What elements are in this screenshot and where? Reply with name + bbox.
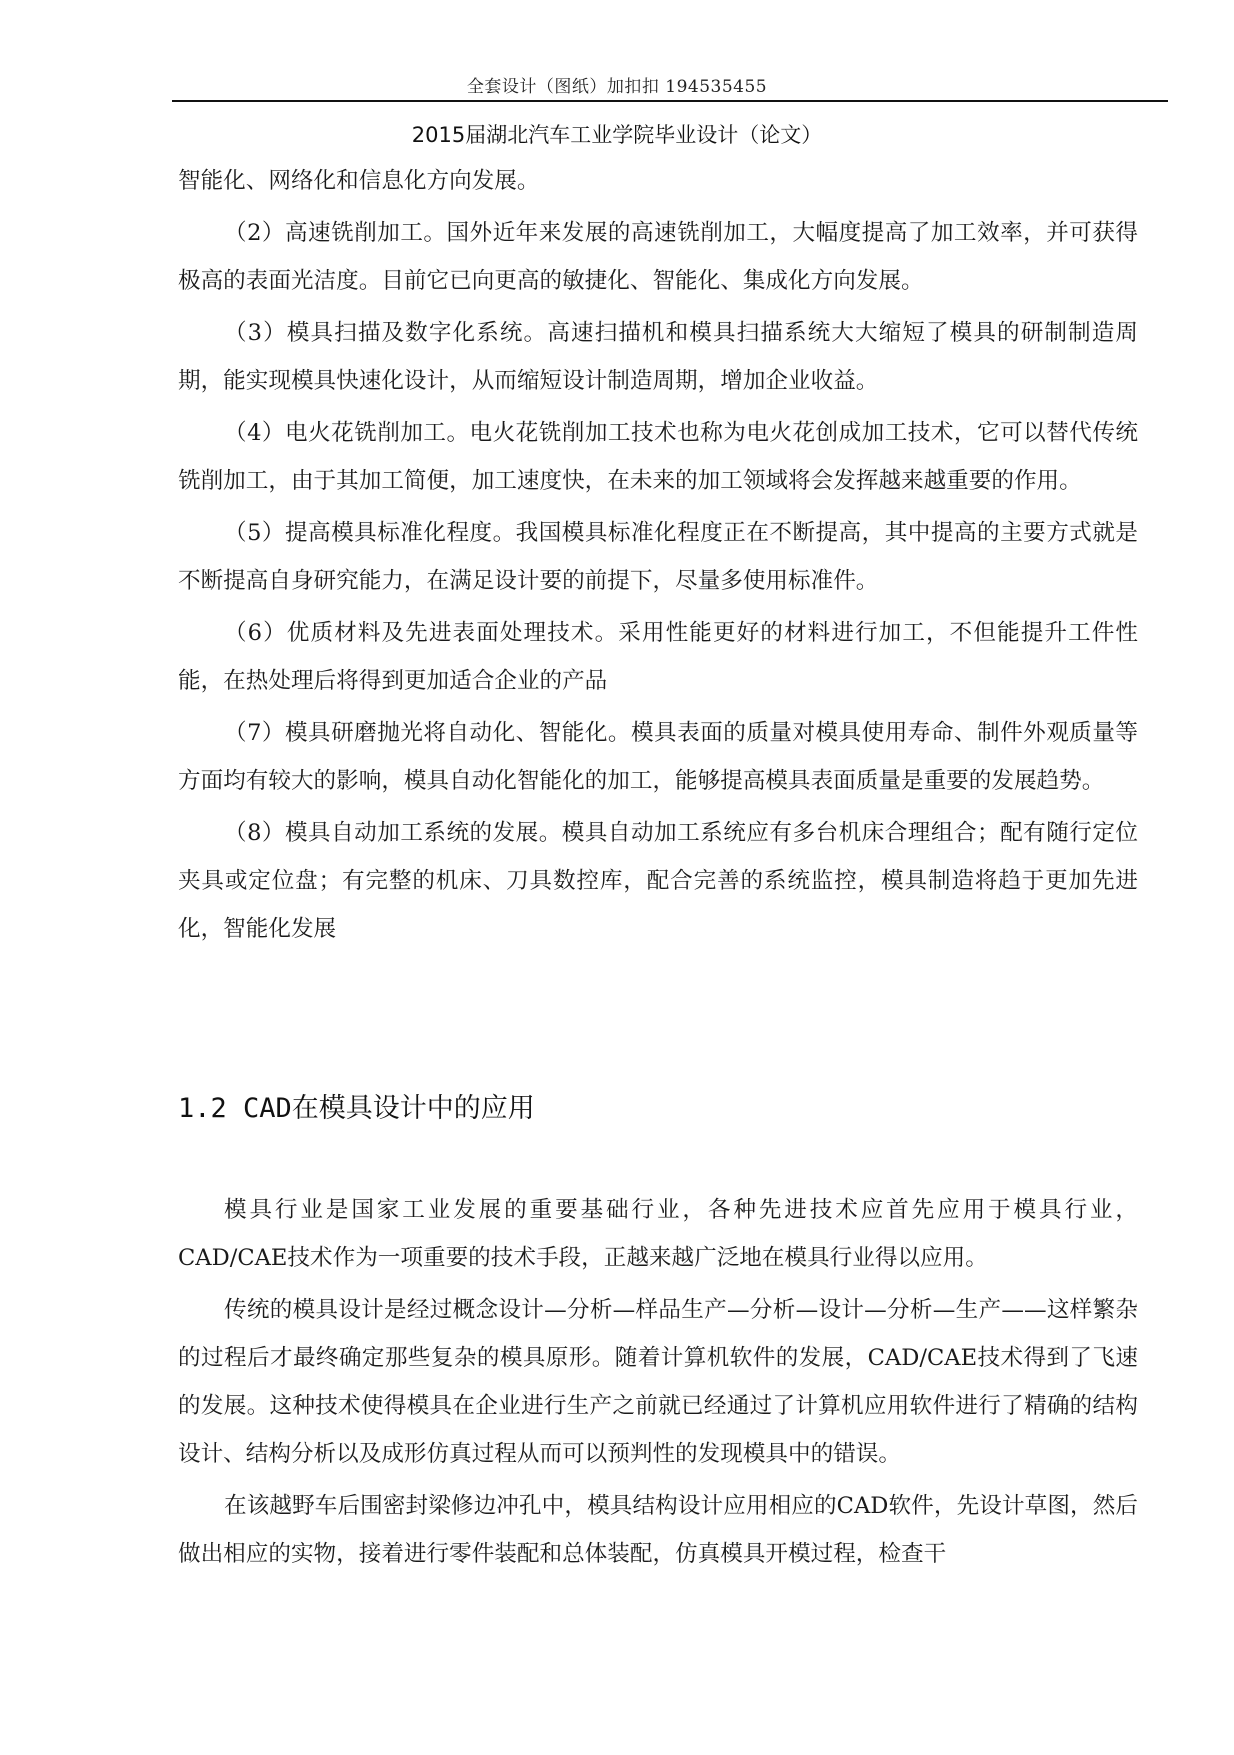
paragraph-item-2: （2）高速铣削加工。国外近年来发展的高速铣削加工，大幅度提高了加工效率，并可获得极高的表面光洁度。目前它已向更高的敏捷化、智能化、集成化方向发展。 — [178, 220, 1138, 294]
paragraph-item-4: （4）电火花铣削加工。电火花铣削加工技术也称为电火花创成加工技术，它可以替代传统铣削加工，由于其加工简便，加工速度快，在未来的加工领域将会发挥越来越重要的作用。 — [178, 420, 1138, 494]
paragraph-item-5: （5）提高模具标准化程度。我国模具标准化程度正在不断提高，其中提高的主要方式就是不断提高自身研究能力，在满足设计要的前提下，尽量多使用标准件。 — [178, 520, 1138, 594]
body-text-bottom — [178, 1186, 1138, 1578]
header-divider — [172, 100, 1168, 102]
paragraph-item-8: （8）模具自动加工系统的发展。模具自动加工系统应有多台机床合理组合；配有随行定位夹具或定位盘；有完整的机床、刀具数控库，配合完善的系统监控，模具制造将趋于更加先进化，智能化发展 — [178, 820, 1138, 942]
paragraph-item-3: （3）模具扫描及数字化系统。高速扫描机和模具扫描系统大大缩短了模具的研制制造周期，能实现模具快速化设计，从而缩短设计制造周期，增加企业收益。 — [178, 320, 1138, 394]
paragraph-cad-intro: 模具行业是国家工业发展的重要基础行业，各种先进技术应首先应用于模具行业，CAD/CAE技术作为一项重要的技术手段，正越来越广泛地在模具行业得以应用。 — [178, 1197, 1138, 1271]
body-text-top — [178, 157, 1138, 953]
paragraph-item-6: （6）优质材料及先进表面处理技术。采用性能更好的材料进行加工，不但能提升工件性能，在热处理后将得到更加适合企业的产品 — [178, 620, 1138, 694]
paragraph-item-7: （7）模具研磨抛光将自动化、智能化。模具表面的质量对模具使用寿命、制件外观质量等方面均有较大的影响，模具自动化智能化的加工，能够提高模具表面质量是重要的发展趋势。 — [178, 720, 1138, 794]
header-note: 全套设计（图纸）加扣扣 194535455 — [466, 77, 768, 97]
paragraph-traditional-design: 传统的模具设计是经过概念设计—分析—样品生产—分析—设计—分析—生产——这样繁杂的过程后才最终确定那些复杂的模具原形。随着计算机软件的发展，CAD/CAE技术得到了飞速的发展。这种技术使得模具在企业进行生产之前就已经通过了计算机应用软件进行了精确的结构设计、结构分析以及成形仿真过程从而可以预判性的发现模具中的错误。 — [178, 1297, 1138, 1467]
paragraph-continuation: 智能化、网络化和信息化方向发展。 — [178, 168, 540, 194]
paragraph-application: 在该越野车后围密封梁修边冲孔中，模具结构设计应用相应的CAD软件，先设计草图，然后做出相应的实物，接着进行零件装配和总体装配，仿真模具开模过程，检查干 — [178, 1493, 1138, 1567]
section-heading: 1.2 CAD在模具设计中的应用 — [178, 1093, 535, 1124]
document-title: 2015届湖北汽车工业学院毕业设计（论文） — [411, 123, 823, 147]
